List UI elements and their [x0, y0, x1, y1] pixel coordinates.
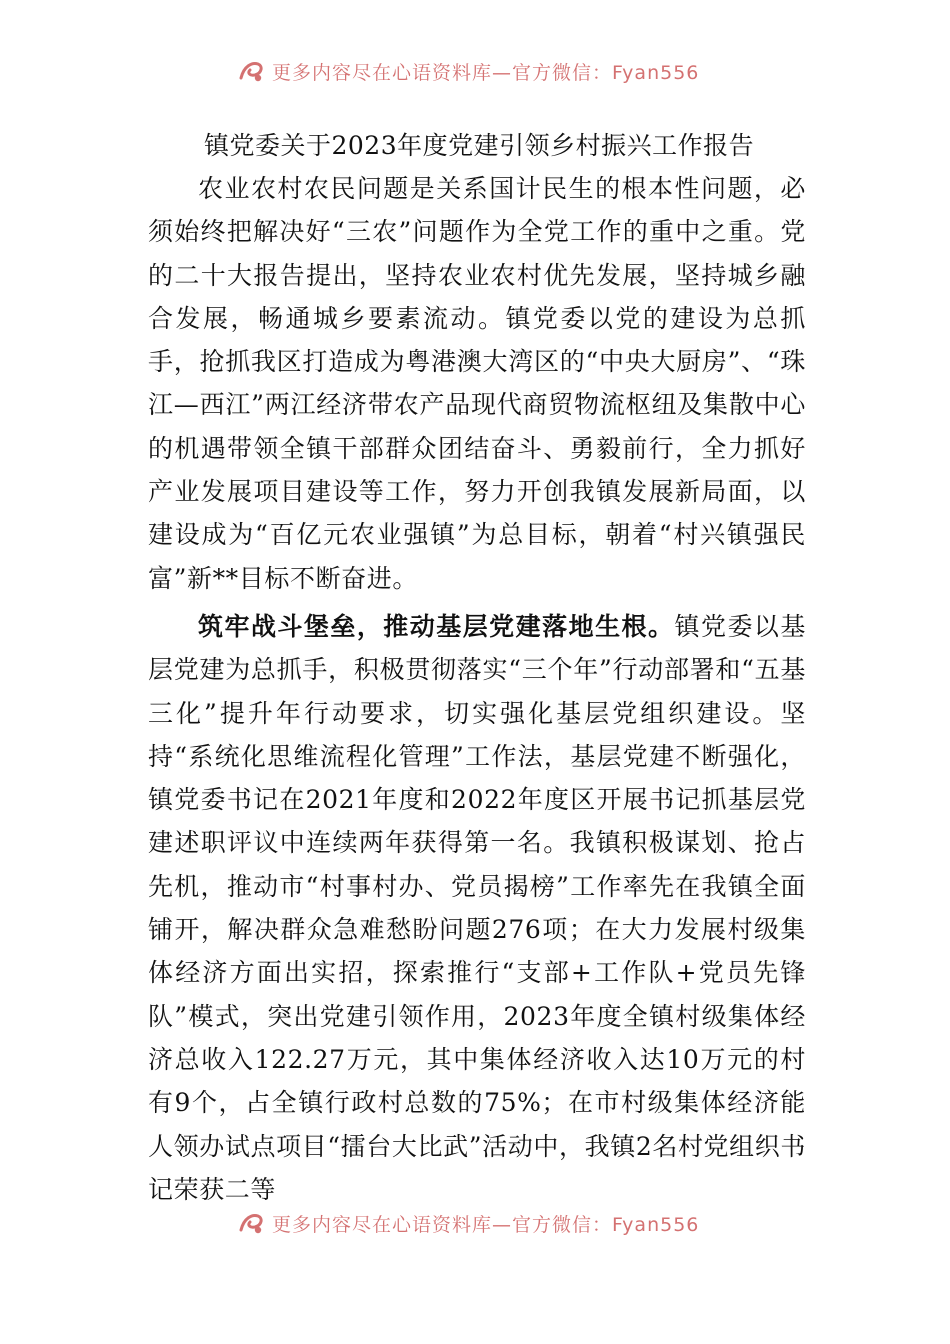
- paragraph-intro: 农业农村农民问题是关系国计民生的根本性问题，必须始终把解决好“三农”问题作为全党工作的重中之重。党的二十大报告提出，坚持农业农村优先发展，坚持城乡融合发展，畅通城乡要素流动。镇党委以党的建设为总抓手，抢抓我区打造成为粤港澳大湾区的“中央大厨房”、“珠江—西江”两江经济带农产品现代商贸物流枢纽及集散中心的机遇带领全镇干部群众团结奋斗、勇毅前行，全力抓好产业发展项目建设等工作，努力开创我镇发展新局面，以建设成为“百亿元农业强镇”为总目标，朝着“村兴镇强民富”新**目标不断奋进。: [148, 174, 806, 593]
- brand-logo-icon: [238, 1210, 266, 1236]
- watermark-text: 更多内容尽在心语资料库—官方微信：Fyan556: [272, 1213, 700, 1236]
- document-body: [148, 128, 806, 1211]
- brand-logo-icon: [238, 58, 266, 84]
- watermark-text: 更多内容尽在心语资料库—官方微信：Fyan556: [272, 61, 700, 84]
- header-watermark: [238, 56, 699, 86]
- paragraph-body: 镇党委以基层党建为总抓手，积极贯彻落实“三个年”行动部署和“五基三化”提升年行动要求，切实强化基层党组织建设。坚持“系统化思维流程化管理”工作法，基层党建不断强化，镇党委书记在2021年度和2022年度区开展书记抓基层党建述职评议中连续两年获得第一名。我镇积极谋划、抢占先机，推动市“村事村办、党员揭榜”工作率先在我镇全面铺开，解决群众急难愁盼问题276项；在大力发展村级集体经济方面出实招，探索推行“支部+工作队+党员先锋队”模式，突出党建引领作用，2023年度全镇村级集体经济总收入122.27万元，其中集体经济收入达10万元的村有9个，占全镇行政村总数的75%；在市村级集体经济能人领办试点项目“擂台大比武”活动中，我镇2名村党组织书记荣获二等: [148, 611, 806, 1204]
- document-title: 镇党委关于2023年度党建引领乡村振兴工作报告: [204, 131, 755, 160]
- footer-watermark: [238, 1208, 699, 1238]
- paragraph-party-building: [148, 605, 806, 1211]
- paragraph-heading: 筑牢战斗堡垒，推动基层党建落地生根。: [198, 611, 675, 641]
